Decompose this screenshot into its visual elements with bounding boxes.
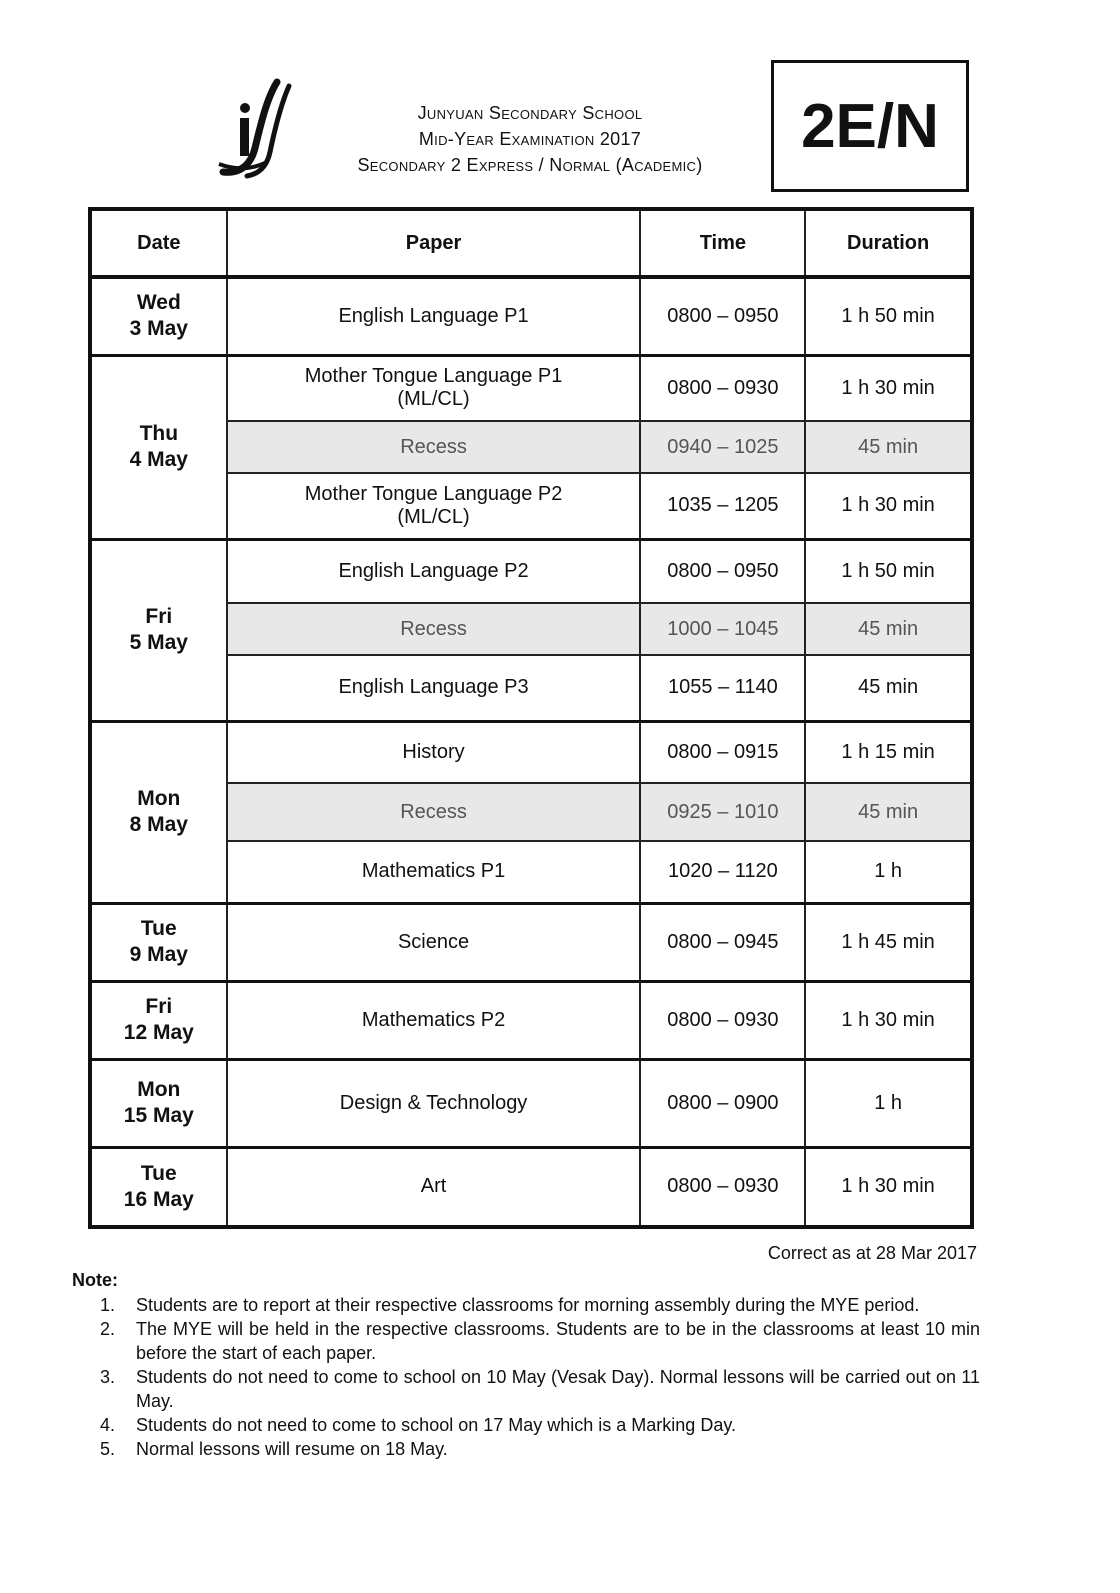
day-label: Thu (139, 422, 179, 445)
table-row (90, 721, 972, 783)
date-cell (90, 903, 227, 981)
paper-cell: English Language P1 (227, 277, 641, 355)
date-cell (90, 355, 227, 539)
table-row (90, 539, 972, 603)
date-label: 12 May (123, 1021, 194, 1044)
day-label: Fri (145, 605, 173, 628)
table-row (90, 355, 972, 421)
paper-name: Mother Tongue Language P2 (304, 482, 563, 505)
note-number: 3. (100, 1367, 116, 1387)
table-header-row (90, 209, 972, 277)
paper-cell: Design & Technology (227, 1059, 641, 1147)
paper-cell: English Language P2 (227, 539, 641, 603)
correct-as-date: Correct as at 28 Mar 2017 (767, 1243, 977, 1263)
time-cell: 0800 – 0930 (640, 981, 805, 1059)
paper-subtitle: (ML/CL) (397, 505, 470, 528)
note-item (100, 1317, 980, 1365)
duration-cell: 1 h 30 min (805, 1147, 972, 1227)
time-cell: 0800 – 0930 (640, 1147, 805, 1227)
note-item (100, 1437, 980, 1461)
day-label: Mon (137, 1078, 181, 1101)
paper-cell: Art (227, 1147, 641, 1227)
day-label: Mon (137, 787, 181, 810)
time-cell: 1020 – 1120 (640, 841, 805, 903)
paper-cell: Recess (227, 421, 641, 473)
paper-cell (227, 473, 641, 539)
header-time: Time (640, 209, 805, 277)
date-cell (90, 1147, 227, 1227)
time-cell: 1055 – 1140 (640, 655, 805, 721)
paper-cell: English Language P3 (227, 655, 641, 721)
level-title: Secondary 2 Express / Normal (Academic) (357, 155, 703, 175)
paper-cell (227, 355, 641, 421)
paper-cell: Recess (227, 783, 641, 841)
time-cell: 0800 – 0950 (640, 539, 805, 603)
time-cell: 0800 – 0945 (640, 903, 805, 981)
duration-cell: 45 min (805, 783, 972, 841)
date-label: 3 May (129, 317, 188, 341)
time-cell: 0800 – 0900 (640, 1059, 805, 1147)
time-cell: 1035 – 1205 (640, 473, 805, 539)
paper-subtitle: (ML/CL) (397, 388, 470, 411)
day-label: Tue (140, 917, 177, 940)
paper-cell: Mathematics P1 (227, 841, 641, 903)
duration-cell: 1 h 30 min (805, 981, 972, 1059)
time-cell: 1000 – 1045 (640, 603, 805, 655)
time-cell: 0940 – 1025 (640, 421, 805, 473)
paper-cell: Recess (227, 603, 641, 655)
note-text: Students do not need to come to school on 10 May (Vesak Day). Normal lessons will be carried out on 11 May. (136, 1367, 980, 1411)
document-header (300, 100, 760, 178)
table-row (90, 981, 972, 1059)
date-label: 9 May (129, 943, 188, 966)
date-label: 5 May (129, 631, 188, 654)
date-cell (90, 277, 227, 355)
duration-cell: 45 min (805, 655, 972, 721)
time-cell: 0925 – 1010 (640, 783, 805, 841)
class-code-box: 2E/N (771, 60, 969, 192)
note-number: 4. (100, 1415, 116, 1435)
table-row (90, 1059, 972, 1147)
duration-cell: 45 min (805, 421, 972, 473)
duration-cell: 1 h 30 min (805, 473, 972, 539)
day-label: Fri (145, 995, 173, 1018)
paper-cell: Science (227, 903, 641, 981)
note-text: Normal lessons will resume on 18 May. (136, 1439, 448, 1459)
note-text: The MYE will be held in the respective classrooms. Students are to be in the classrooms at least 10 min before the start of each paper. (136, 1319, 980, 1363)
date-cell (90, 981, 227, 1059)
header-date: Date (90, 209, 227, 277)
school-logo-icon (215, 78, 295, 183)
duration-cell: 1 h 50 min (805, 277, 972, 355)
date-label: 15 May (123, 1104, 194, 1127)
note-item (100, 1293, 980, 1317)
day-label: Tue (140, 1161, 177, 1185)
paper-cell: Mathematics P2 (227, 981, 641, 1059)
duration-cell: 1 h (805, 841, 972, 903)
paper-name: Mother Tongue Language P1 (304, 365, 563, 388)
date-cell (90, 1059, 227, 1147)
exam-schedule-table (88, 207, 974, 1229)
notes-list (100, 1293, 980, 1461)
time-cell: 0800 – 0915 (640, 721, 805, 783)
date-label: 8 May (129, 813, 188, 836)
time-cell: 0800 – 0950 (640, 277, 805, 355)
duration-cell: 1 h 15 min (805, 721, 972, 783)
date-label: 16 May (123, 1187, 194, 1211)
day-label: Wed (136, 291, 181, 315)
notes-title: Note: (72, 1270, 118, 1290)
duration-cell: 1 h 30 min (805, 355, 972, 421)
time-cell: 0800 – 0930 (640, 355, 805, 421)
note-number: 2. (100, 1319, 116, 1339)
header-paper: Paper (227, 209, 641, 277)
duration-cell: 1 h (805, 1059, 972, 1147)
note-item (100, 1413, 980, 1437)
date-cell (90, 721, 227, 903)
note-item (100, 1365, 980, 1413)
table-row (90, 277, 972, 355)
header-duration: Duration (805, 209, 972, 277)
date-cell (90, 539, 227, 721)
date-label: 4 May (129, 448, 188, 471)
table-row (90, 903, 972, 981)
duration-cell: 45 min (805, 603, 972, 655)
table-row (90, 1147, 972, 1227)
note-text: Students do not need to come to school on 17 May which is a Marking Day. (136, 1415, 736, 1435)
paper-cell: History (227, 721, 641, 783)
note-number: 5. (100, 1439, 116, 1459)
exam-title: Mid-Year Examination 2017 (418, 129, 642, 149)
duration-cell: 1 h 45 min (805, 903, 972, 981)
duration-cell: 1 h 50 min (805, 539, 972, 603)
note-text: Students are to report at their respective classrooms for morning assembly during the MYE period. (136, 1295, 920, 1315)
note-number: 1. (100, 1295, 116, 1315)
school-name: Junyuan Secondary School (417, 103, 643, 123)
